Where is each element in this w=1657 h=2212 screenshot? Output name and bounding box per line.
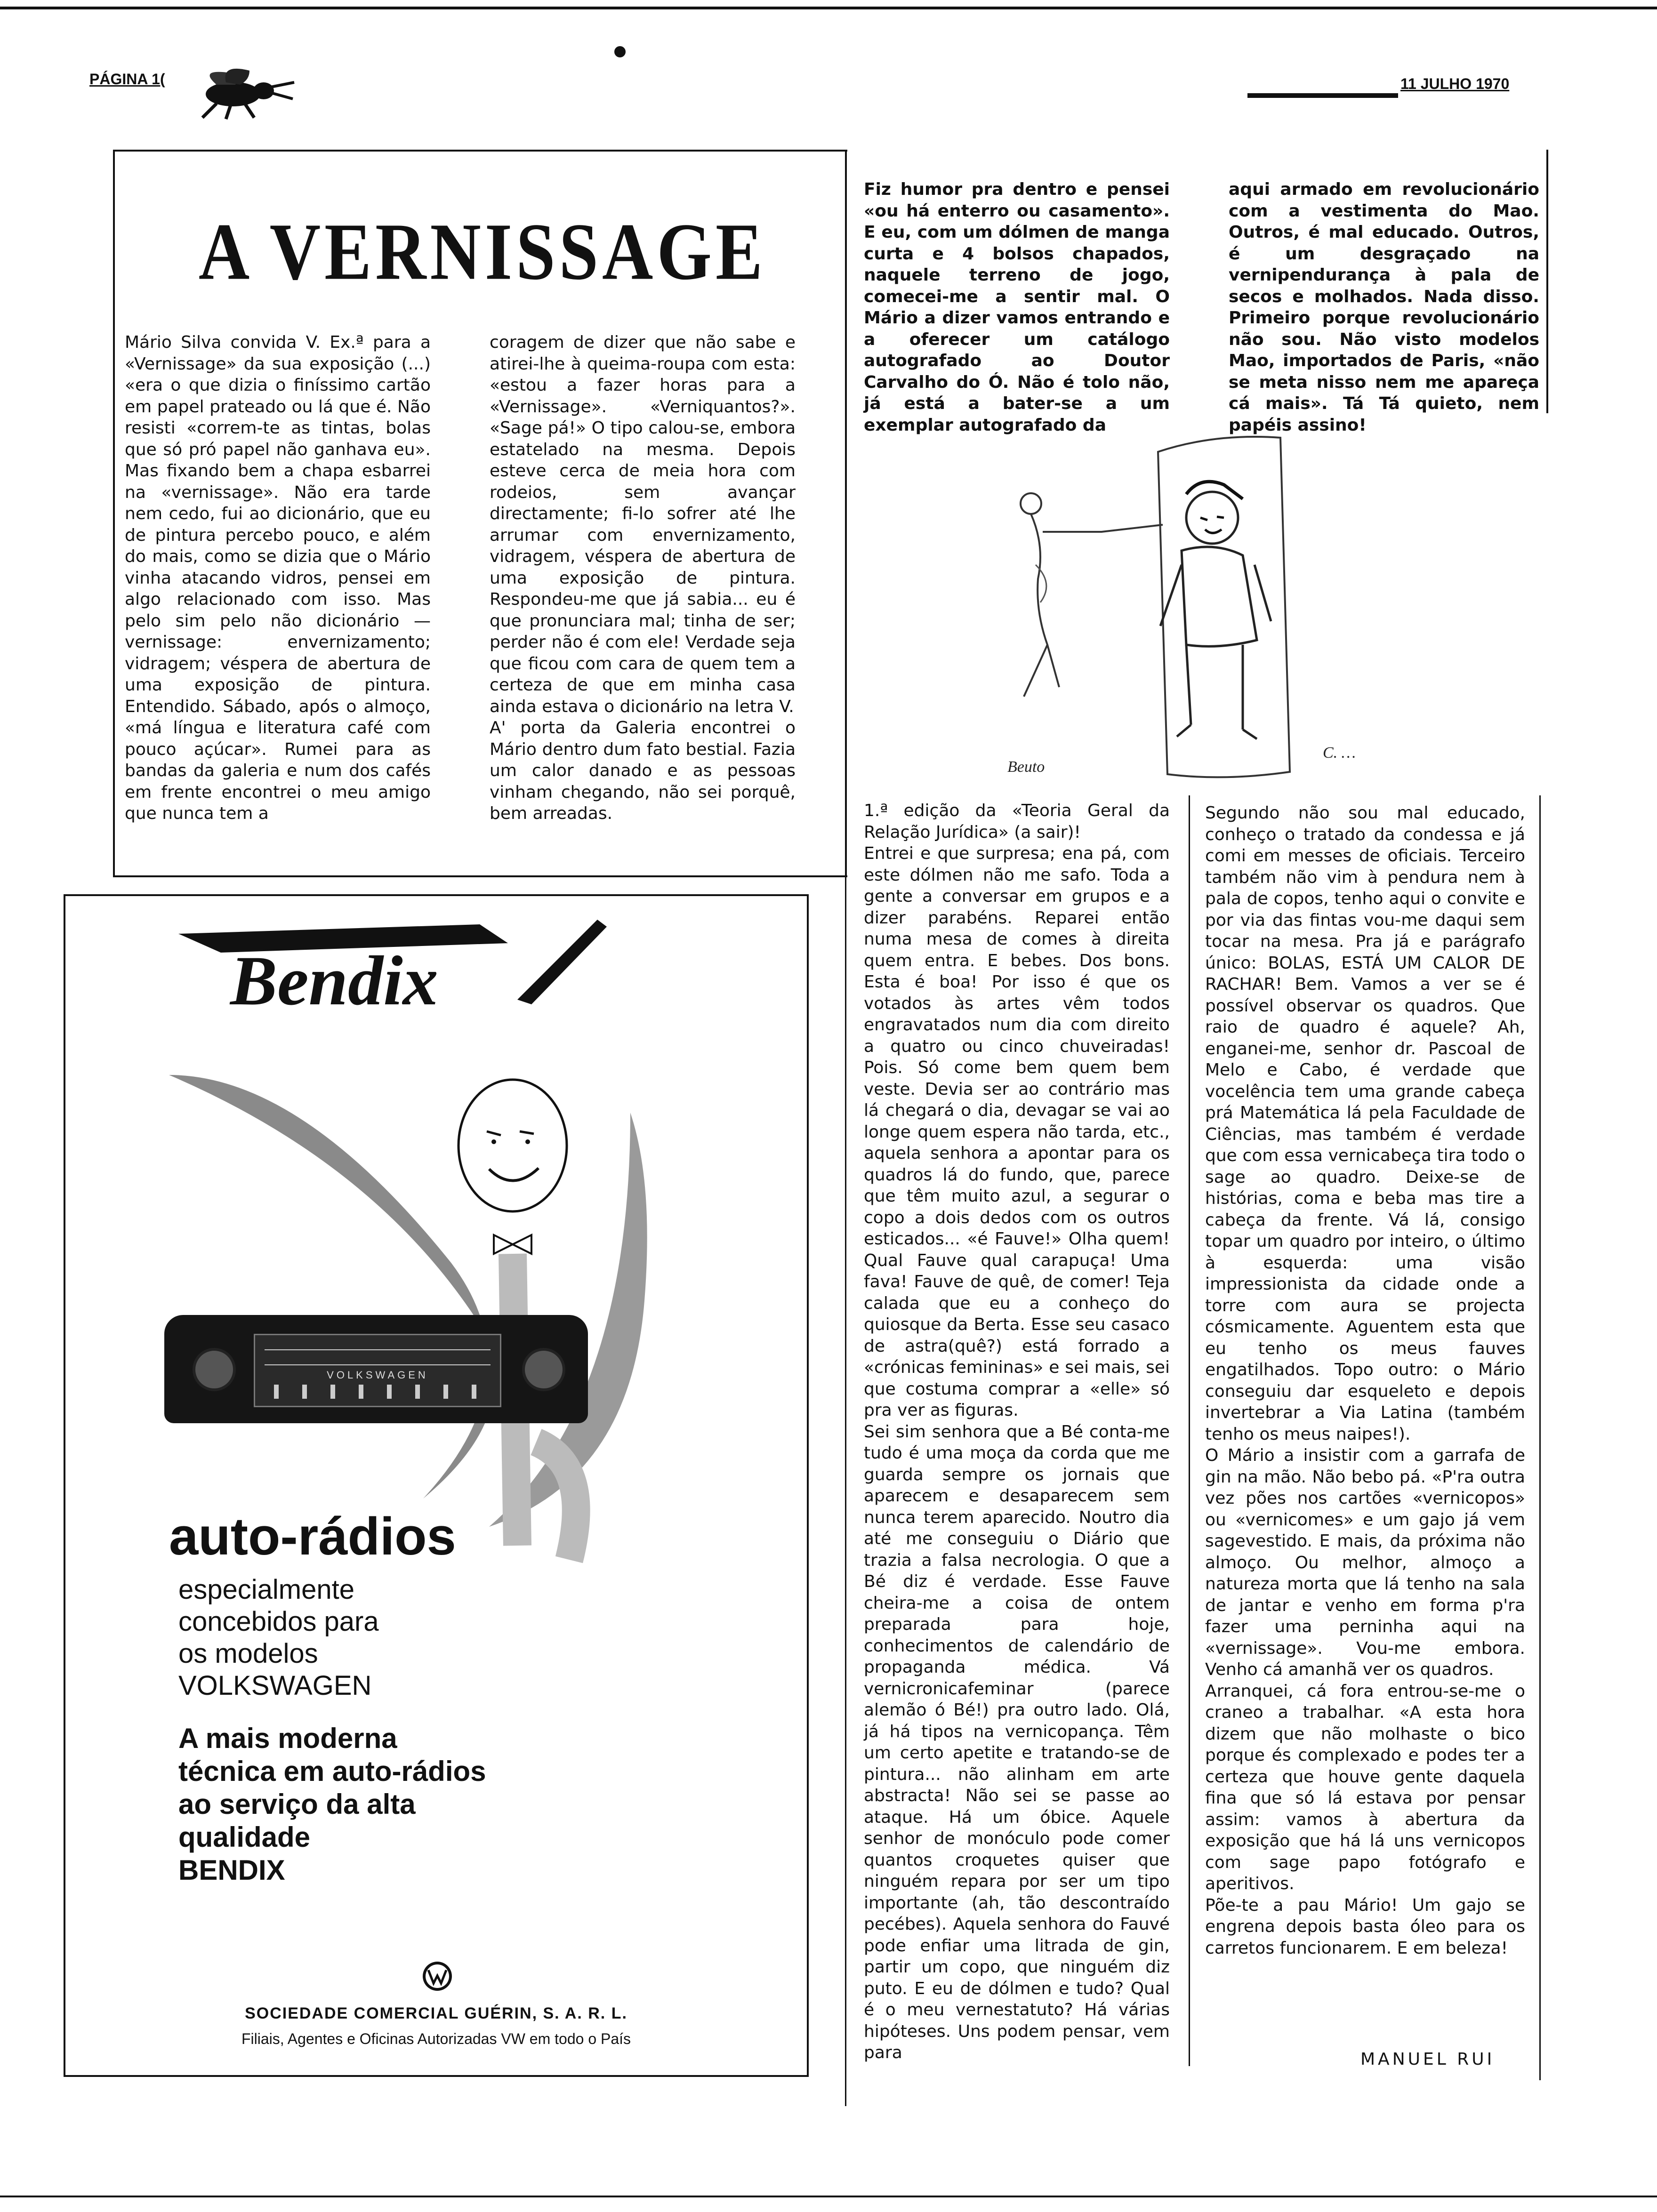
illustration-sketch: [979, 424, 1520, 786]
frame-left: [113, 150, 115, 877]
car-radio: [164, 1315, 588, 1423]
top-rule: [0, 7, 1657, 9]
bendix-ad: [64, 894, 809, 2077]
illustration-signature-left: Beuto: [1007, 758, 1045, 776]
vw-logo-icon: [421, 1960, 454, 1993]
column-rule-mid: [1189, 795, 1190, 2066]
article-title: A VERNISSAGE: [198, 207, 767, 297]
article-column-3-bottom: 1.ª edição da «Teoria Geral da Relação Jurídica» (a sair)! Entrei e que surpresa; ena pá, com este dólmen não me safo. Toda a gente a conversar em grupos e a dizer parabéns. Reparei então numa mesa de comes à direita quem entra. E bebes. Dos bons. Esta é boa! Por isso é que os votados às artes vêm todos engravatados num dia com direito a quatro ou cinco chuveiradas! Pois. Só come bem quem bem veste. Devia ser ao contrário mas lá chegará o dia, devagar se vai ao longe quem espera não tarda, etc., aquela senhora a apontar para os quadros lá do fundo, que, parece que têm muito azul, a segurar o copo a dois dedos com os outros esticados... «é Fauve!» Olha quem! Qual Fauve qual carapuça! Uma fava! Fauve de quê, de comer! Teja calada que eu a conheço do quiosque da Berta. Esse seu casaco de astra(quê?) está forrado a «crónicas femininas» e sei mais, sei que costuma comprar a «elle» só pra ver as figuras. Sei sim senhora que a Bé conta-me tudo é uma moça da corda que me guarda sempre os jornais que aparecem e desaparecem sem nunca terem aparecido. Noutro dia até me conseguiu o Diário que trazia a falsa necrologia. O que a Bé diz é verdade. Esse Fauve cheira-me a coisa de ontem preparada para hoje, conhecimentos de calendário de propaganda médica. Vá vernicronicafeminar (parece alemão ó Bé!) pra outro lado. Olá, já há tipos na vernicopança. Têm um certo apetite e tratando-se de pintura... não alinham em arte abstracta! Não sei se passe ao ataque. Há um óbice. Aquele senhor de monóculo pode comer quantos croquetes quiser que ninguém repara por ser um tipo importante (ah, tão descontraído pecébes). Aquela senhora do Fauvé pode enfiar uma litrada de gin, partir um copo, que ninguém diz puto. E eu de dólmen e tudo? Qual é o meu vernestatuto? Há várias hipóteses. Uns podem pensar, vem para: [864, 801, 1170, 2062]
page-date: 11 JULHO 1970: [1400, 75, 1510, 92]
article-column-2: coragem de dizer que não sabe e atirei-lhe à queima-roupa com esta: «estou a fazer horas para a «Vernissage». «Verniquantos?». «Sage pá!» O tipo calou-se, embora estatelado na mesma. Depois esteve cerca de meia hora com rodeios, sem avançar directamente; fi-lo sofrer até lhe arrumar com envernizamento, vidragem, véspera de abertura de uma exposição de pintura. Respondeu-me que já sabia... eu é que pronunciara mal; tinha de ser; perder não é com ele! Verdade seja que ficou com cara de quem tem a certeza de que em minha casa ainda estava o dicionário na letra V. A' porta da Galeria encontrei o Mário dentro dum fato bestial. Fazia um calor danado e as pessoas vinham chegando, não sei porquê, bem arreadas.: [490, 333, 796, 823]
radio-dial-label: VOLKSWAGEN: [327, 1369, 428, 1381]
radio-knob-left: [193, 1348, 236, 1391]
article-column-4-top: aqui armado em revolucionário com a vestimenta do Mao. Outros, é mal educado. Outros, é um desgraçado na vernipendurança à pala de secos e molhados. Nada disso. Primeiro porque revolucionário não sou. Não visto modelos Mao, importados de Paris, «não se meta nisso nem me apareça cá mais». Tá Tá quieto, nem papéis assino!: [1229, 180, 1539, 435]
column-rule-right: [1539, 795, 1541, 2080]
column-rule-left: [845, 795, 846, 2106]
article-column-4-bottom: Segundo não sou mal educado, conheço o tratado da condessa e já comi em messes de oficiais. Terceiro também não vim à pendura nem à pala de copos, tenho aqui o convite e por via das fintas vou-me daqui sem tocar na mesa. Pra já e parágrafo único: BOLAS, ESTÁ UM CALOR DE RACHAR! Bem. Vamos a ver se é possível observar os quadros. Que raio de quadro é aquele? Ah, enganei-me, senhor dr. Pascoal de Melo e Cabo, é verdade que vocelência tem uma grande cabeça prá Matemática lá pela Faculdade de Ciências, mas também é verdade que com essa vernicabeça tira todo o sage ao quadro. Deixe-se de histórias, coma e beba mas tire a cabeça da frente. Vá lá, consigo topar um quadro por inteiro, o último à esquerda: uma visão impressionista da cidade onde a torre com aura se projecta cósmicamente. Aguentem esta que eu tenho os meus fauves engatilhados. Topo outro: o Mário conseguiu dar esqueleto e depois invertebrar a Via Latina (também tenho os meus naipes!). O Mário a insistir com a garrafa de gin na mão. Não bebo pá. «P'ra outra vez pões nos cartões «vernicopos» ou «vernicomes» e um gajo já vem sagevestido. E mais, da próxima não almoço. Ou melhor, almoço a natureza morta que lá tenho na sala de jantar e venho em forma p'ra fazer uma perninha aqui na «vernissage». Vou-me embora. Venho cá amanhã ver os quadros. Arranquei, cá fora entrou-se-me o craneo a trabalhar. «A esta hora dizem que não molhaste o bico porque és complexado e podes ter a certeza que houve gente daquela fina que só lá estava por pensar assim: vamos à abertura da exposição que há lá uns vernicopos com sage papo fotógrafo e aperitivos. Põe-te a pau Mário! Um gajo se engrena depois basta óleo para os carretos funcionarem. E em beleza!: [1205, 803, 1525, 1958]
ad-company: SOCIEDADE COMERCIAL GUÉRIN, S. A. R. L.: [245, 2004, 627, 2022]
page-label: PÁGINA 1(: [89, 71, 165, 88]
radio-dial: [254, 1334, 501, 1407]
bendix-logo: [160, 915, 621, 1018]
ad-headline: auto-rádios: [169, 1507, 456, 1566]
frame-right-top: [1546, 150, 1548, 413]
radio-dial-scale: [265, 1349, 491, 1365]
radio-knob-right: [522, 1348, 565, 1391]
radio-preset-buttons: [274, 1385, 481, 1399]
ad-footnote: Filiais, Agentes e Oficinas Autorizadas VW em todo o País: [241, 2030, 631, 2047]
frame-bottom: [113, 875, 847, 877]
bendix-logo-text: Bendix: [230, 942, 438, 1020]
ad-subheading: especialmente concebidos para os modelos VOLKSWAGEN: [178, 1574, 379, 1701]
article-column-3-top: Fiz humor pra dentro e pensei «ou há enterro ou casamento». E eu, com um dólmen de manga curta e 4 bolsos chapados, naquele terreno de jogo, comecei-me a sentir mal. O Mário a dizer vamos entrando e a oferecer um catálogo autografado ao Doutor Carvalho do Ó. Não é tolo não, já está a bater-se a um exemplar autografado da: [864, 180, 1170, 435]
ad-tagline: A mais moderna técnica em auto-rádios ao serviço da alta qualidade BENDIX: [178, 1723, 486, 1886]
fly-logo-icon: [188, 64, 297, 120]
ink-dot: [614, 46, 626, 57]
frame-top: [113, 150, 847, 152]
header-date-rule: [1247, 93, 1398, 98]
bottom-rule: [0, 2196, 1657, 2197]
frame-divider: [845, 150, 847, 877]
illustration-signature-right: C. …: [1323, 744, 1356, 761]
article-author: MANUEL RUI: [1360, 2050, 1495, 2069]
article-column-1: Mário Silva convida V. Ex.ª para a «Vernissage» da sua exposição (...) «era o que dizia o finíssimo cartão em papel prateado ou lá que é. Não resisti «correm-te as tintas, bolas que só pró papel não ganhava eu». Mas fixando bem a chapa esbarrei na «vernissage». Não era tarde nem cedo, fui ao dicionário, que eu de pintura percebo pouco, e além do mais, como se dizia que o Mário vinha atacando vidros, pensei em algo relacionado com isso. Mas pelo sim pelo não dicionário — vernissage: envernizamento; vidragem; véspera de abertura de uma exposição de pintura. Entendido. Sábado, após o almoço, «má língua e literatura café com pouco açúcar». Rumei para as bandas da galeria e num dos cafés em frente encontrei o meu amigo que nunca tem a: [125, 333, 431, 823]
